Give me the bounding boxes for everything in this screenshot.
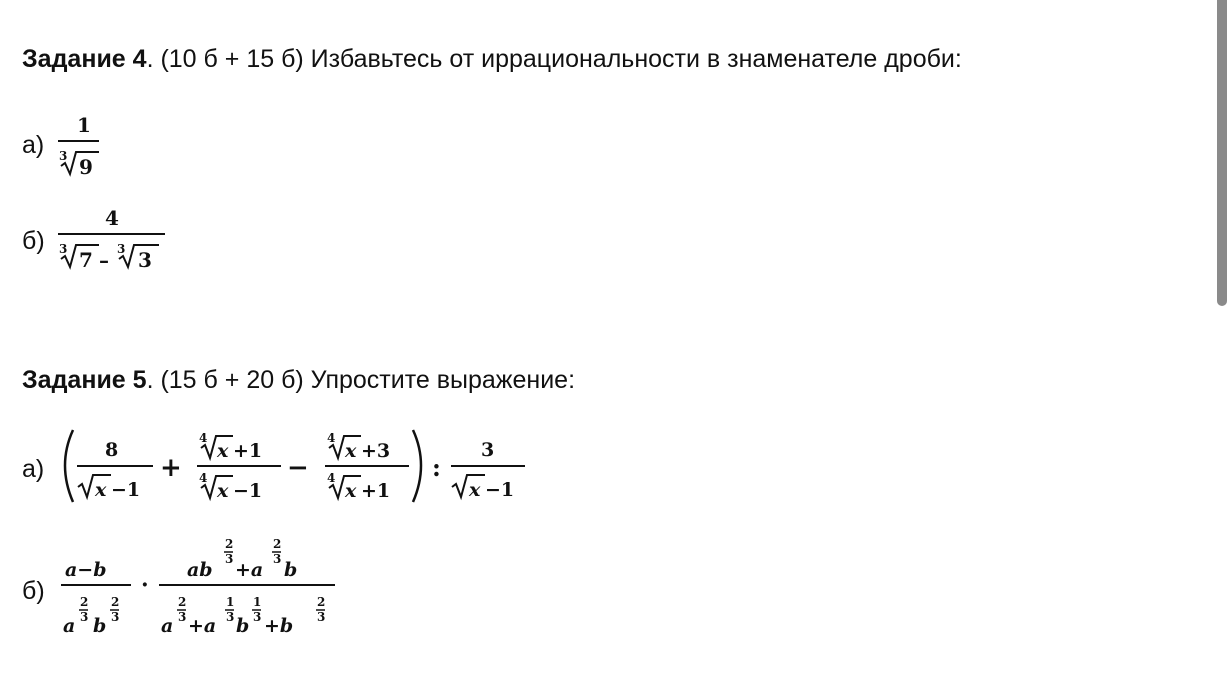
exponent-denominator: 3 (253, 610, 262, 624)
task5-item-a-expression (55, 420, 535, 520)
left-parenthesis (65, 430, 73, 502)
numerator-rest: +1 (233, 440, 263, 462)
exponent-denominator: 3 (273, 552, 282, 566)
task5-item-b-letter: б) (22, 577, 45, 605)
exponent-numerator: 2 (317, 595, 326, 609)
term-plus-a: +a (188, 615, 217, 637)
denominator-rest: +1 (361, 480, 391, 502)
base-a: a (63, 615, 76, 637)
task4-text: . (10 б + 15 б) Избавьтесь от иррациональности в знаменателе дроби: (146, 45, 962, 73)
term-b: b (284, 559, 298, 581)
variable-x: x (345, 440, 357, 462)
minus-sign: – (99, 248, 109, 272)
root-radicand: 3 (138, 248, 152, 272)
variable-x: x (95, 479, 107, 501)
frac-numerator: 8 (105, 439, 119, 461)
task4-item-b-fraction (55, 203, 175, 278)
frac-numerator: 4 (105, 206, 119, 230)
frac-numerator: 3 (481, 439, 495, 461)
exponent-numerator: 2 (111, 595, 120, 609)
base-a: a (161, 615, 174, 637)
task5-item-b-expression (55, 530, 355, 650)
root-index: 4 (199, 431, 208, 445)
root-index: 3 (59, 149, 68, 163)
task5-label: Задание 5 (22, 366, 147, 394)
term-ab: ab (187, 559, 213, 581)
exponent-denominator: 3 (225, 552, 234, 566)
exponent-numerator: 2 (80, 595, 89, 609)
exponent-denominator: 3 (226, 610, 235, 624)
right-parenthesis (413, 430, 421, 502)
base-b: b (93, 615, 107, 637)
root-index: 4 (327, 431, 336, 445)
plus-sign: + (160, 453, 182, 483)
task4-label: Задание 4 (22, 45, 147, 73)
task5-heading (22, 366, 575, 395)
variable-x: x (469, 479, 481, 501)
root-index: 4 (327, 471, 336, 485)
root-index: 4 (199, 471, 208, 485)
frac-numerator: a−b (65, 559, 107, 581)
exponent-denominator: 3 (111, 610, 120, 624)
numerator-rest: +3 (361, 440, 391, 462)
base-b: b (236, 615, 250, 637)
task5-item-a-letter: а) (22, 455, 45, 483)
variable-x: x (217, 440, 229, 462)
exponent-numerator: 2 (178, 595, 187, 609)
multiplication-dot: · (141, 572, 149, 598)
exponent-denominator: 3 (178, 610, 187, 624)
task4-heading (22, 45, 962, 74)
task4-item-b-letter: б) (22, 227, 45, 255)
root-radicand: 7 (79, 248, 93, 272)
root-index: 3 (117, 242, 126, 256)
denominator-rest: −1 (233, 480, 263, 502)
task5-text: . (15 б + 20 б) Упростите выражение: (146, 366, 576, 394)
division-colon: : (432, 453, 441, 482)
term-plus-a: +a (235, 559, 264, 581)
variable-x: x (217, 480, 229, 502)
exponent-numerator: 1 (226, 595, 235, 609)
denominator-rest: −1 (111, 479, 141, 501)
minus-sign: − (287, 453, 309, 483)
exponent-denominator: 3 (317, 610, 326, 624)
vertical-scrollbar[interactable] (1217, 0, 1227, 306)
exponent-denominator: 3 (80, 610, 89, 624)
root-radicand: 9 (79, 155, 93, 179)
exponent-numerator: 2 (273, 537, 282, 551)
frac-numerator: 1 (77, 113, 91, 137)
task4-item-a-letter: а) (22, 131, 45, 159)
root-index: 3 (59, 242, 68, 256)
variable-x: x (345, 480, 357, 502)
term-plus-b: +b (264, 615, 294, 637)
task4-item-a-fraction (55, 108, 115, 183)
exponent-numerator: 2 (225, 537, 234, 551)
denominator-rest: −1 (485, 479, 515, 501)
exponent-numerator: 1 (253, 595, 262, 609)
